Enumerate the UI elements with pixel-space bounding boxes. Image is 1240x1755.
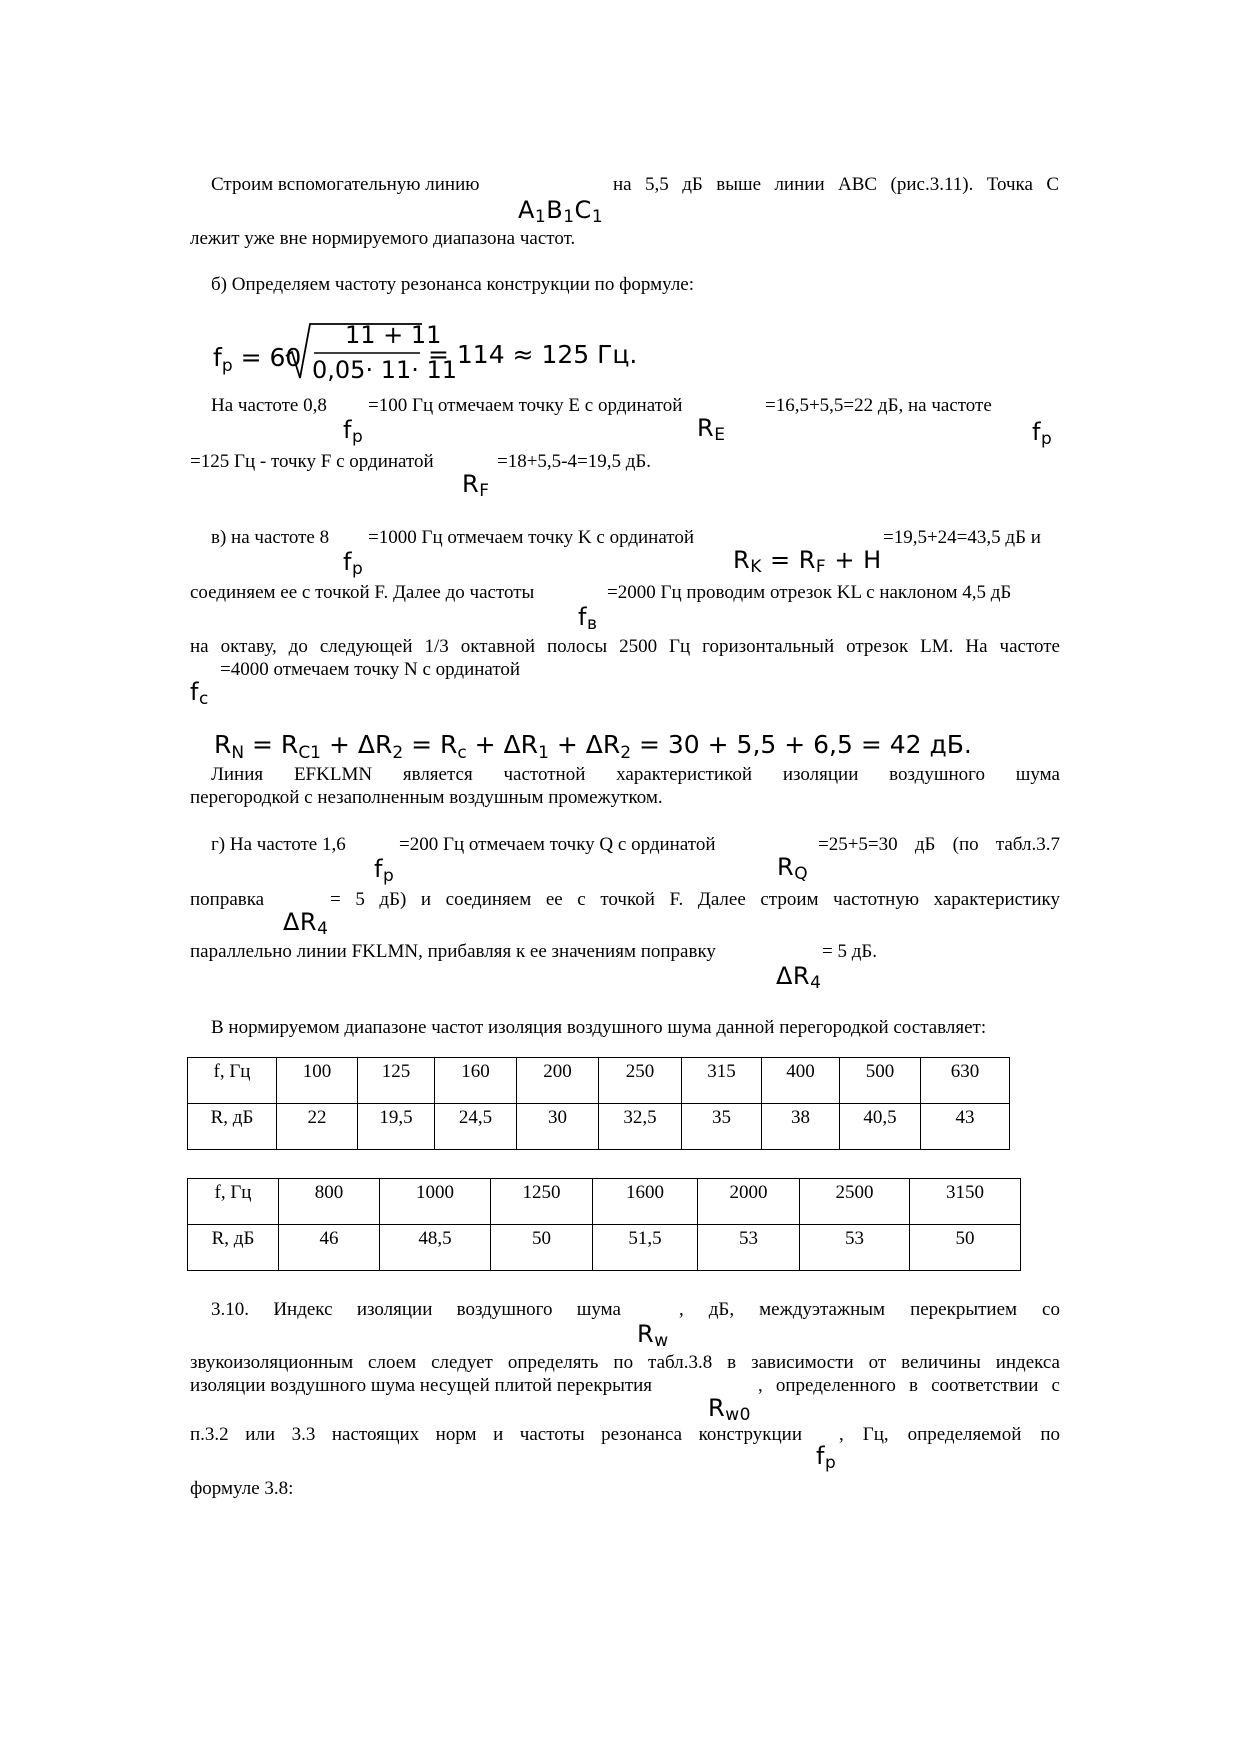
table-cell: 40,5	[840, 1104, 921, 1150]
table-cell: 43	[921, 1104, 1010, 1150]
table-cell: 19,5	[358, 1104, 435, 1150]
text-line: =100 Гц отмечаем точку E с ординатой	[368, 395, 683, 416]
table-cell: 2500	[800, 1179, 910, 1225]
formula-rn: $R_N = R_{C1} + \Delta R_2 = R_c + \Delta R_1 + \Delta R_2 = 30 + 5,5 + 6,5 = 42$ дБ.	[214, 730, 972, 763]
table-cell: 38	[762, 1104, 840, 1150]
text-line: = 5 дБ) и соединяем ее с точкой F. Далее строим частотную характеристику	[330, 889, 1060, 910]
text-line: в) на частоте 8	[211, 527, 330, 548]
symbol-fp: $f_p$	[374, 855, 395, 886]
symbol-rw0: $R_{w0}$	[708, 1394, 751, 1425]
text-line: , дБ, междуэтажным перекрытием со	[679, 1299, 1060, 1320]
symbol-fp: $f_p$	[343, 548, 364, 579]
text-line: г) На частоте 1,6	[211, 834, 346, 855]
table-cell: 125	[358, 1058, 435, 1104]
table-cell: 250	[599, 1058, 682, 1104]
table-cell: 32,5	[599, 1104, 682, 1150]
table-row	[188, 1225, 1021, 1271]
table-cell: 800	[279, 1179, 380, 1225]
symbol-fc: $f_c$	[190, 678, 209, 709]
symbol-a1b1c1: $A_1B_1C_1$	[518, 196, 604, 227]
text-line: на 5,5 дБ выше линии АВС (рис.3.11). Точка С	[613, 174, 1059, 195]
table-cell: 315	[682, 1058, 762, 1104]
table-cell: 1000	[380, 1179, 491, 1225]
table-cell: 1250	[491, 1179, 593, 1225]
table-cell: 46	[279, 1225, 380, 1271]
text-line: лежит уже вне нормируемого диапазона частот.	[190, 228, 576, 249]
text-line: 3.10. Индекс изоляции воздушного шума	[211, 1299, 621, 1320]
symbol-rk-eq: $R_K = R_F + H$	[733, 546, 882, 577]
text-line: Линия EFKLMN является частотной характеристикой изоляции воздушного шума	[211, 764, 1060, 785]
text-line: параллельно линии FKLMN, прибавляя к ее значениям поправку	[190, 941, 716, 962]
table-cell: 50	[491, 1225, 593, 1271]
symbol-fp: $f_p$	[816, 1442, 837, 1473]
table-cell: 48,5	[380, 1225, 491, 1271]
text-line: =18+5,5-4=19,5 дБ.	[497, 451, 652, 472]
table-cell: 53	[698, 1225, 800, 1271]
text-line: =125 Гц - точку F с ординатой	[190, 451, 434, 472]
fraction-denominator: 0,05· 11· 11	[312, 356, 458, 384]
text-line: , определенного в соответствии с	[758, 1375, 1060, 1396]
text-line: соединяем ее с точкой F. Далее до частоты	[190, 582, 535, 603]
table-row	[188, 1179, 1021, 1225]
text-line: изоляции воздушного шума несущей плитой перекрытия	[190, 1375, 653, 1396]
values-table-2	[187, 1178, 1021, 1271]
text-line: На частоте 0,8	[211, 395, 327, 416]
table-cell: R, дБ	[188, 1225, 279, 1271]
symbol-fp: $f_p$	[1032, 418, 1053, 449]
table-cell: f, Гц	[188, 1179, 279, 1225]
text-line: =25+5=30 дБ (по табл.3.7	[818, 834, 1060, 855]
formula-fp-lhs: $f_p = 60$	[213, 343, 302, 376]
table-cell: 160	[435, 1058, 517, 1104]
text-line: =1000 Гц отмечаем точку K с ординатой	[368, 527, 694, 548]
text-line: формуле 3.8:	[190, 1478, 294, 1499]
formula-result: = 114 ≈ 125 Гц.	[428, 340, 638, 369]
table-cell: 50	[910, 1225, 1021, 1271]
symbol-rf: $R_F$	[462, 470, 490, 501]
text-line: =19,5+24=43,5 дБ и	[883, 527, 1041, 548]
symbol-delta-r4: $\Delta R_4$	[776, 962, 822, 993]
text-line: поправка	[190, 889, 265, 910]
fraction-numerator: 11 + 11	[345, 321, 442, 349]
table-cell: R, дБ	[188, 1104, 277, 1150]
text-line: п.3.2 или 3.3 настоящих норм и частоты резонанса конструкции	[190, 1424, 802, 1445]
text-line: =200 Гц отмечаем точку Q с ординатой	[399, 834, 716, 855]
text-line: =16,5+5,5=22 дБ, на частоте	[765, 395, 992, 416]
table-cell: f, Гц	[188, 1058, 277, 1104]
table-cell: 630	[921, 1058, 1010, 1104]
table-cell: 200	[517, 1058, 599, 1104]
text-line: на октаву, до следующей 1/3 октавной полосы 2500 Гц горизонтальный отрезок LM. На частоте	[190, 636, 1060, 657]
table-cell: 35	[682, 1104, 762, 1150]
text-line: =2000 Гц проводим отрезок KL с наклоном 4,5 дБ	[607, 582, 1012, 603]
symbol-delta-r4: $\Delta R_4$	[283, 908, 329, 939]
table-cell: 53	[800, 1225, 910, 1271]
table-cell: 3150	[910, 1179, 1021, 1225]
table-cell: 2000	[698, 1179, 800, 1225]
table-cell: 1600	[593, 1179, 698, 1225]
symbol-re: $R_E$	[697, 414, 726, 445]
values-table-1	[187, 1057, 1010, 1150]
table-cell: 500	[840, 1058, 921, 1104]
table-cell: 24,5	[435, 1104, 517, 1150]
text-line: , Гц, определяемой по	[839, 1424, 1060, 1445]
symbol-fp: $f_p$	[343, 416, 364, 447]
symbol-fv: $f_в$	[578, 603, 598, 634]
text-line: В нормируемом диапазоне частот изоляция воздушного шума данной перегородкой составляет:	[211, 1017, 987, 1038]
table-cell: 400	[762, 1058, 840, 1104]
text-line: звукоизоляционным слоем следует определять по табл.3.8 в зависимости от величины индекса	[190, 1352, 1060, 1373]
symbol-rq: $R_Q$	[777, 853, 809, 884]
table-row	[188, 1058, 1010, 1104]
text-line: Строим вспомогательную линию	[211, 174, 480, 195]
symbol-rw: $R_w$	[637, 1320, 669, 1351]
text-line: перегородкой с незаполненным воздушным промежутком.	[190, 787, 663, 808]
table-cell: 30	[517, 1104, 599, 1150]
table-row	[188, 1104, 1010, 1150]
table-cell: 100	[277, 1058, 358, 1104]
table-cell: 22	[277, 1104, 358, 1150]
text-line: =4000 отмечаем точку N с ординатой	[220, 659, 521, 680]
text-line: = 5 дБ.	[822, 941, 878, 962]
text-line: б) Определяем частоту резонанса конструкции по формуле:	[211, 274, 695, 295]
table-cell: 51,5	[593, 1225, 698, 1271]
